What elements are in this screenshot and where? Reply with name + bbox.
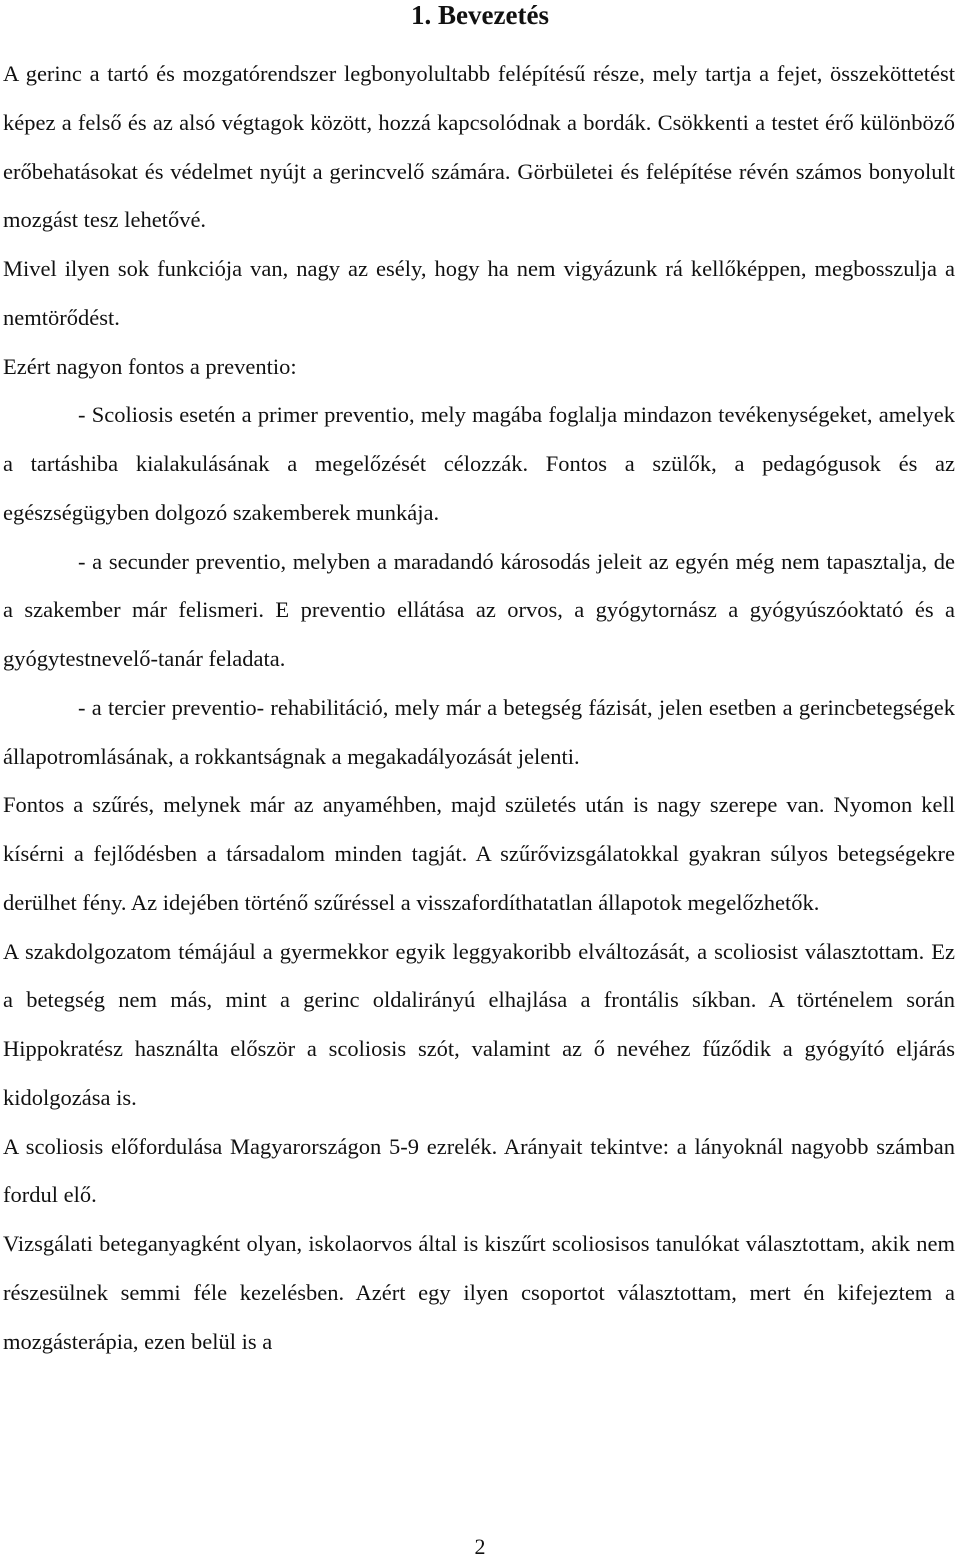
paragraph-screening: Fontos a szűrés, melynek már az anyaméhben, majd születés után is nagy szerepe van. Nyomon kell kísérni a fejlődésben a társadalom minden tagját. A szűrővizsgálatokkal gyakran súlyos betegségekre derülhet fény. Az idejében történő szűréssel a visszafordíthatatlan állapotok megelőzhetők.	[3, 792, 955, 915]
paragraph-preventio-intro: Ezért nagyon fontos a preventio:	[3, 353, 297, 379]
paragraph-primer-preventio: - Scoliosis esetén a primer preventio, mely magába foglalja mindazon tevékenységeket, amelyek a tartáshiba kialakulásának a megelőzését célozzák. Fontos a szülők, a pedagógusok és az egészségügyben dolgozó szakemberek munkája.	[3, 402, 955, 525]
paragraph-secunder-preventio: - a secunder preventio, melyben a maradandó károsodás jeleit az egyén még nem tapasztalja, de a szakember már felismeri. E preventio ellátása az orvos, a gyógytornász a gyógyúszóoktató és a gyógytestnevelő-tanár feladata.	[3, 548, 955, 671]
paragraph-tercier-preventio: - a tercier preventio- rehabilitáció, mely már a betegség fázisát, jelen esetben a gerincbetegségek állapotromlásának, a rokkantságnak a megakadályozását jelenti.	[3, 694, 955, 769]
paragraph-thesis-topic: A szakdolgozatom témájául a gyermekkor egyik leggyakoribb elváltozását, a scoliosist választottam. Ez a betegség nem más, mint a gerinc oldalirányú elhajlása a frontális síkban. A történelem során Hippokratész használta először a scoliosis szót, valamint az ő nevéhez fűződik a gyógyító eljárás kidolgozása is.	[3, 938, 955, 1110]
paragraph-study-group: Vizsgálati beteganyagként olyan, iskolaorvos által is kiszűrt scoliosisos tanulókat választottam, akik nem részesülnek semmi féle kezelésben. Azért egy ilyen csoportot választottam, mert én kifejeztem a mozgásterápia, ezen belül is a	[3, 1231, 955, 1354]
paragraph-intro: A gerinc a tartó és mozgatórendszer legbonyolultabb felépítésű része, mely tartja a fejet, összeköttetést képez a felső és az alsó végtagok között, hozzá kapcsolódnak a bordák. Csökkenti a testet érő különböző erőbehatásokat és védelmet nyújt a gerincvelő számára. Görbületei és felépítése révén számos bonyolult mozgást tesz lehetővé.	[3, 61, 955, 233]
document-body	[3, 50, 955, 1366]
paragraph-prevalence: A scoliosis előfordulása Magyarországon 5-9 ezrelék. Arányait tekintve: a lányoknál nagyobb számban fordul elő.	[3, 1133, 955, 1208]
section-heading: 1. Bevezetés	[411, 0, 549, 30]
page-number: 2	[474, 1534, 486, 1559]
paragraph-functions: Mivel ilyen sok funkciója van, nagy az esély, hogy ha nem vigyázunk rá kellőképpen, megbosszulja a nemtörődést.	[3, 256, 955, 330]
